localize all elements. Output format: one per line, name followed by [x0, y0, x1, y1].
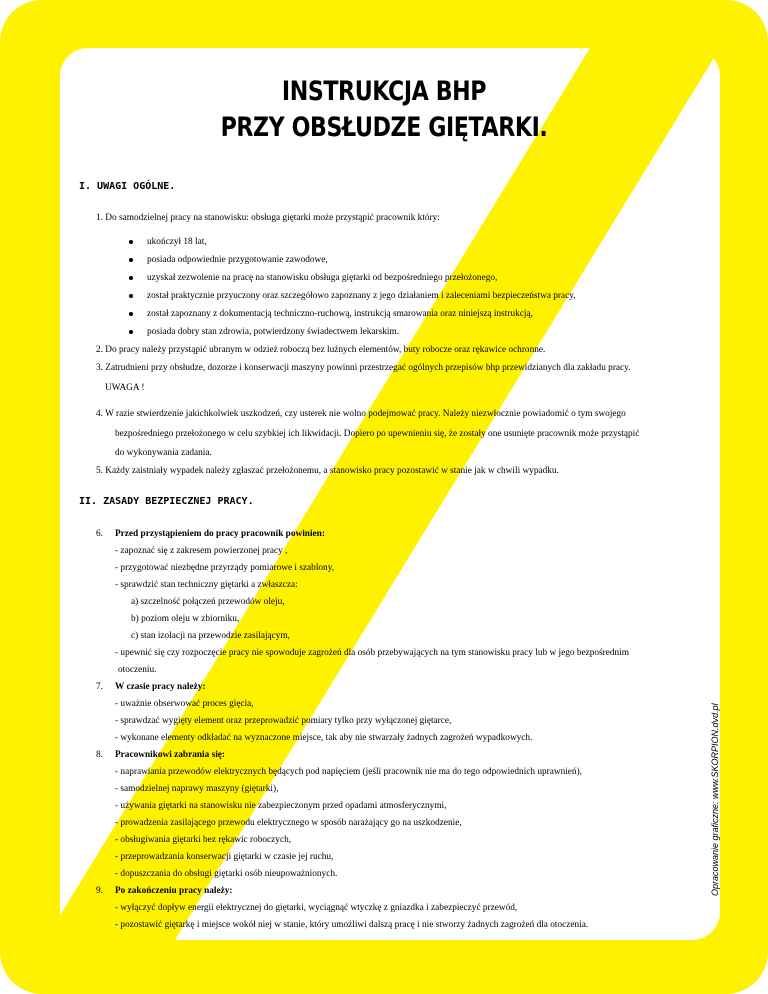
bullet [129, 240, 133, 244]
bullet-text: posiada odpowiednie przygotowanie zawodowe, [147, 255, 328, 265]
bullet [129, 294, 133, 298]
bullet-text: uzyskał zezwolenie na pracę na stanowisku obsługa giętarki od bezpośredniego przełożonego, [147, 273, 498, 283]
item-9-number: 9. [96, 886, 103, 896]
item-8-heading: Pracownikowi zabrania się: [115, 750, 226, 760]
item-8-line: - używania giętarki na stanowisku nie zabezpieczonym przed opadami atmosferycznymi, [115, 801, 447, 811]
item-4-line-3: do wykonywania zadania. [115, 448, 212, 458]
item-7-line: - sprawdzać wygięty element oraz przeprowadzić pomiary tylko przy wyłączonej giętarce, [115, 716, 452, 726]
item-8-line: - samodzielnej naprawy maszyny (giętarki), [115, 784, 279, 794]
item-9-heading: Po zakończeniu pracy należy: [115, 886, 233, 896]
item-7-line: - wykonane elementy odkładać na wyznaczone miejsce, tak aby nie stwarzały żadnych zagrożeń wypadkowych. [115, 733, 533, 743]
item-7-number: 7. [96, 682, 103, 692]
item-7-heading: W czasie pracy należy: [115, 682, 206, 692]
item-7-line: - uważnie obserwować proces gięcia, [115, 699, 254, 709]
item-6-line: - sprawdzić stan techniczny giętarki a zwłaszcza: [115, 580, 298, 590]
item-6-line: - upewnić się czy rozpoczęcie pracy nie spowoduje zagrożeń dla osób przebywających na tym stanowisku pracy lub w jego bezpośrednim [115, 648, 629, 658]
item-6-line: - przygotować niezbędne przyrządy pomiarowe i szablony, [115, 563, 335, 573]
item-6-subitem: b) poziom oleju w zbiorniku, [131, 614, 240, 624]
item-9-line: - wyłączyć dopływ energii elektrycznej do giętarki, wyciągnąć wtyczkę z gniazdka i zabezpieczyć przewód, [115, 903, 518, 913]
item-2: 2. Do pracy należy przystąpić ubranym w odzież roboczą bez luźnych elementów, buty robocze oraz rękawice ochronne. [96, 345, 546, 355]
item-8-line: - przeprowadzania konserwacji giętarki w czasie jej ruchu, [115, 852, 334, 862]
item-6-line: otoczeniu. [118, 665, 157, 675]
item-6-heading: Przed przystąpieniem do pracy pracownik powinien: [115, 529, 325, 539]
item-4-line-2: bezpośredniego przełożonego w celu szybkiej ich likwidacji. Dopiero po upewnieniu się, że zostały one usunięte pracownik może przystąpić [115, 429, 640, 439]
item-8-line: - prowadzenia zasilającego przewodu elektrycznego w sposób narażający go na uszkodzenie, [115, 818, 462, 828]
item-1: 1. Do samodzielnej pracy na stanowisku: obsługa giętarki może przystąpić pracownik który: [96, 213, 440, 223]
warning-label: UWAGA ! [105, 383, 145, 393]
bullet [129, 330, 133, 334]
item-8-line: - obsługiwania giętarki bez rękawic roboczych, [115, 835, 292, 845]
item-5: 5. Każdy zaistniały wypadek należy zgłaszać przełożonemu, a stanowisko pracy pozostawić w stanie jak w chwili wypadku. [96, 466, 559, 476]
item-9-line: - pozostawić giętarkę i miejsce wokół niej w stanie, który umożliwi dalszą pracę i nie stworzy żadnych zagrożeń dla otoczenia. [115, 920, 589, 930]
section-1-heading: I. UWAGI OGÓLNE. [79, 181, 176, 192]
item-4-line-1: 4. W razie stwierdzenie jakichkolwiek uszkodzeń, czy usterek nie wolno podejmować pracy. Należy niezwłocznie powiadomić o tym swojego [96, 409, 626, 419]
bullet [129, 312, 133, 316]
bullet-text: ukończył 18 lat, [147, 237, 207, 247]
item-8-number: 8. [96, 750, 103, 760]
item-3: 3. Zatrudnieni przy obsłudze, dozorze i konserwacji maszyny powinni przestrzegać ogólnych przepisów bhp przewidzianych dla zakładu pracy. [96, 363, 631, 373]
item-6-number: 6. [96, 529, 103, 539]
bullet-text: został praktycznie przyuczony oraz szczegółowo zapoznany z jego działaniem i zaleceniami bezpieczeństwa pracy, [147, 291, 576, 301]
item-6-subitem: c) stan izolacji na przewodzie zasilającym, [131, 631, 291, 641]
bullet [129, 276, 133, 280]
graphic-design-credit: Opracowanie graficzne: www.SKORPION.dvd.pl [710, 703, 720, 896]
item-6-line: - zapoznać się z zakresem powierzonej pracy , [115, 546, 288, 556]
title-line-2: PRZY OBSŁUDZE GIĘTARKI. [220, 112, 548, 143]
item-8-line: - naprawiania przewodów elektrycznych będących pod napięciem (jeśli pracownik nie ma do tego odpowiednich uprawnień), [115, 767, 582, 777]
bullet [129, 258, 133, 262]
item-6-subitem: a) szczelność połączeń przewodów oleju, [131, 597, 285, 607]
bullet-text: został zapoznany z dokumentacją techniczno-ruchową, instrukcją smarowania oraz niniejszą instrukcją, [147, 309, 533, 319]
title-line-1: INSTRUKCJA BHP [281, 76, 487, 107]
section-2-heading: II. ZASADY BEZPIECZNEJ PRACY. [79, 496, 254, 507]
item-8-line: - dopuszczania do obsługi giętarki osób nieupoważnionych. [115, 869, 338, 879]
bullet-text: posiada dobry stan zdrowia, potwierdzony świadectwem lekarskim. [147, 327, 399, 337]
